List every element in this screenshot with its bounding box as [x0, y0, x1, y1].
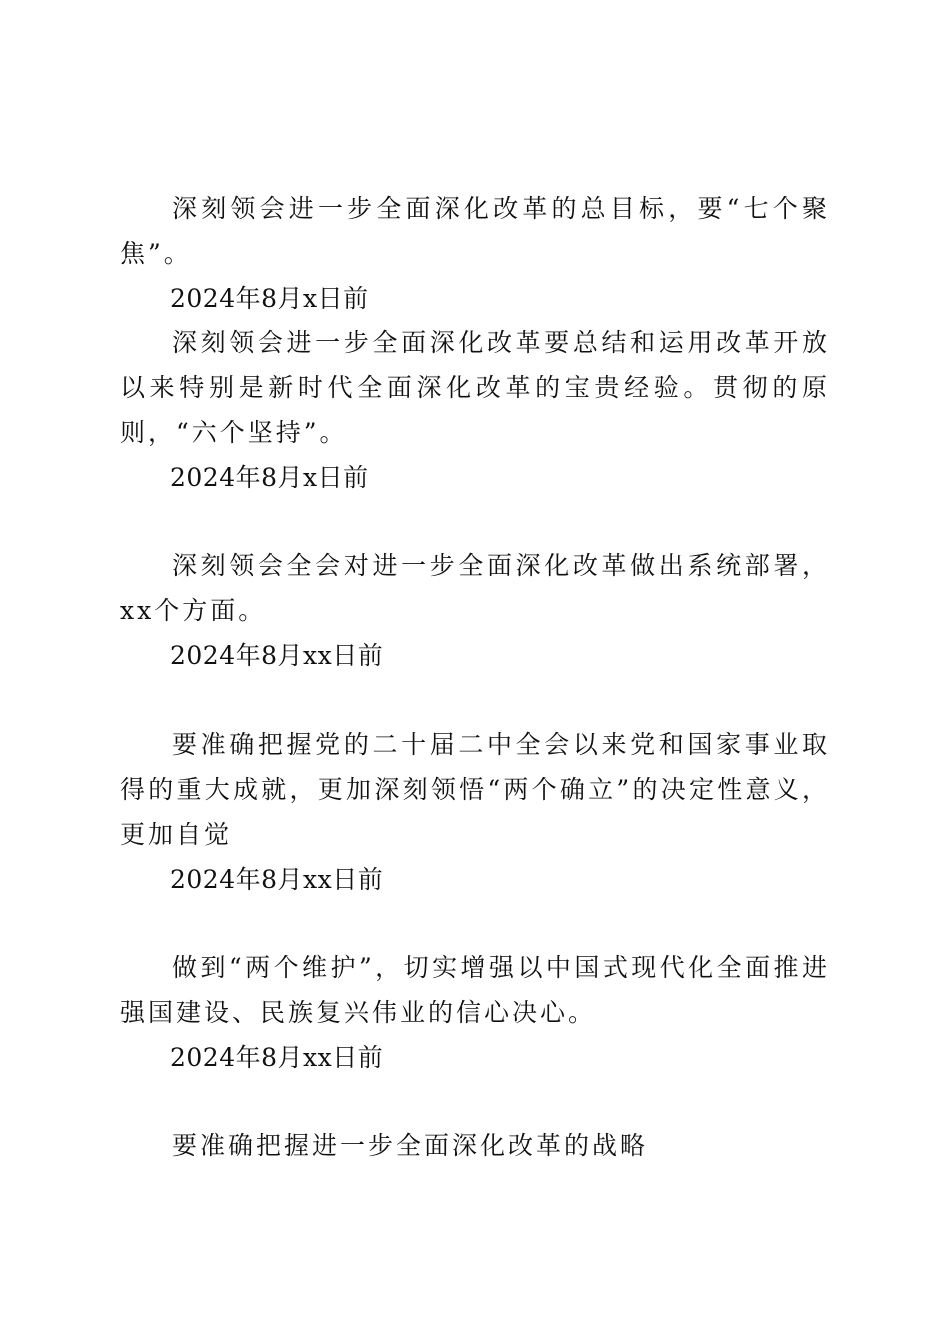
entry-deadline: 2024年8月x日前	[170, 463, 369, 492]
list-item	[120, 186, 830, 321]
entry-deadline: 2024年8月x日前	[170, 284, 369, 313]
entry-deadline: 2024年8月xx日前	[170, 1043, 384, 1072]
entry-text: 深刻领会全会对进一步全面深化改革做出系统部署，xx个方面。	[120, 551, 830, 625]
entry-deadline: 2024年8月xx日前	[170, 865, 384, 894]
entry-text: 深刻领会进一步全面深化改革的总目标，要“七个聚焦”。	[120, 194, 830, 268]
entry-text: 要准确把握党的二十届二中全会以来党和国家事业取得的重大成就，更加深刻领悟“两个确立”的决定性意义，更加自觉	[120, 730, 830, 849]
list-item	[120, 1123, 830, 1168]
list-item	[120, 945, 830, 1080]
list-item	[120, 543, 830, 678]
entry-text: 做到“两个维护”，切实增强以中国式现代化全面推进强国建设、民族复兴伟业的信心决心。	[120, 953, 830, 1027]
list-item	[120, 722, 830, 902]
entry-text: 要准确把握进一步全面深化改革的战略	[172, 1131, 649, 1160]
entry-text: 深刻领会进一步全面深化改革要总结和运用改革开放以来特别是新时代全面深化改革的宝贵经验。贯彻的原则，“六个坚持”。	[120, 328, 830, 447]
entry-deadline: 2024年8月xx日前	[170, 641, 384, 670]
list-item	[120, 320, 830, 500]
